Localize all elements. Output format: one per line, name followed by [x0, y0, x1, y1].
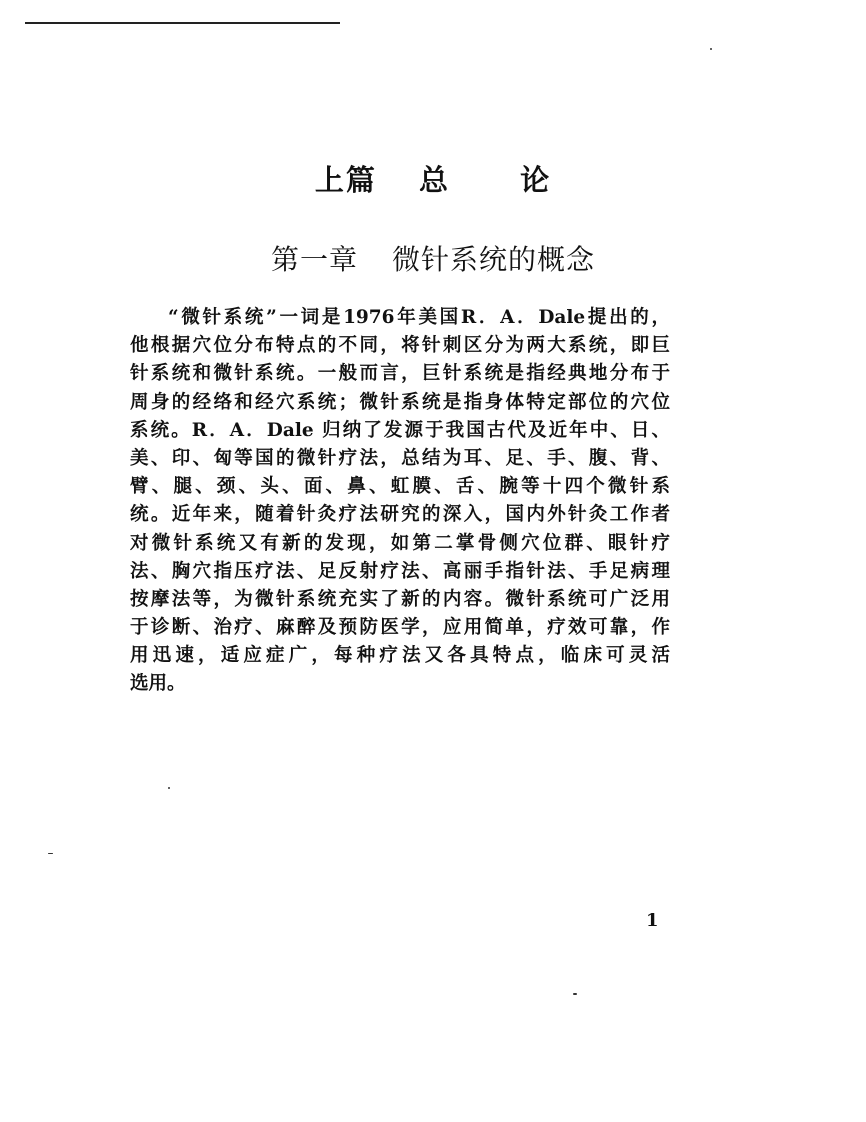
- paragraph-line: 周身的经络和经穴系统；微针系统是指身体特定部位的穴位: [130, 391, 670, 413]
- part-title-word: 论: [520, 163, 552, 197]
- scan-speck: [710, 48, 712, 50]
- header-rule: [25, 22, 340, 24]
- page-number: 1: [646, 910, 659, 931]
- paragraph-line: 美、印、匈等国的微针疗法，总结为耳、足、手、腹、背、: [130, 447, 670, 469]
- body-paragraph: [130, 304, 670, 699]
- paragraph-line: 选用。: [130, 673, 186, 695]
- paragraph-line: 按摩法等，为微针系统充实了新的内容。微针系统可广泛用: [130, 588, 670, 610]
- paragraph-line: 他根据穴位分布特点的不同，将针刺区分为两大系统，即巨: [130, 335, 670, 357]
- part-title-word: 上篇: [314, 163, 377, 197]
- part-title-word: 总: [418, 163, 450, 197]
- chapter-title: [0, 238, 866, 278]
- paragraph-line: 法、胸穴指压疗法、足反射疗法、高丽手指针法、手足病理: [130, 560, 670, 582]
- paragraph-line: 于诊断、治疗、麻醉及预防医学，应用简单，疗效可靠，作: [130, 617, 670, 639]
- scan-speck: [573, 993, 577, 995]
- part-title: [0, 158, 866, 199]
- chapter-name: 微针系统的概念: [391, 243, 595, 276]
- paragraph-line: 臂、腿、颈、头、面、鼻、虹膜、舌、腕等十四个微针系: [130, 476, 670, 498]
- paragraph-line: 系统。R．A．Dale 归纳了发源于我国古代及近年中、日、: [130, 419, 670, 441]
- paragraph-line: 统。近年来，随着针灸疗法研究的深入，国内外针灸工作者: [130, 504, 670, 526]
- chapter-number: 第一章: [271, 243, 359, 276]
- paragraph-line: “微针系统”一词是1976年美国R．A．Dale提出的，: [168, 307, 670, 328]
- paragraph-line: 针系统和微针系统。一般而言，巨针系统是指经典地分布于: [130, 363, 670, 385]
- scan-speck: [48, 853, 53, 854]
- scan-speck: [168, 787, 170, 789]
- paragraph-line: 对微针系统又有新的发现，如第二掌骨侧穴位群、眼针疗: [130, 532, 670, 554]
- paragraph-line: 用迅速，适应症广，每种疗法又各具特点，临床可灵活: [130, 645, 670, 667]
